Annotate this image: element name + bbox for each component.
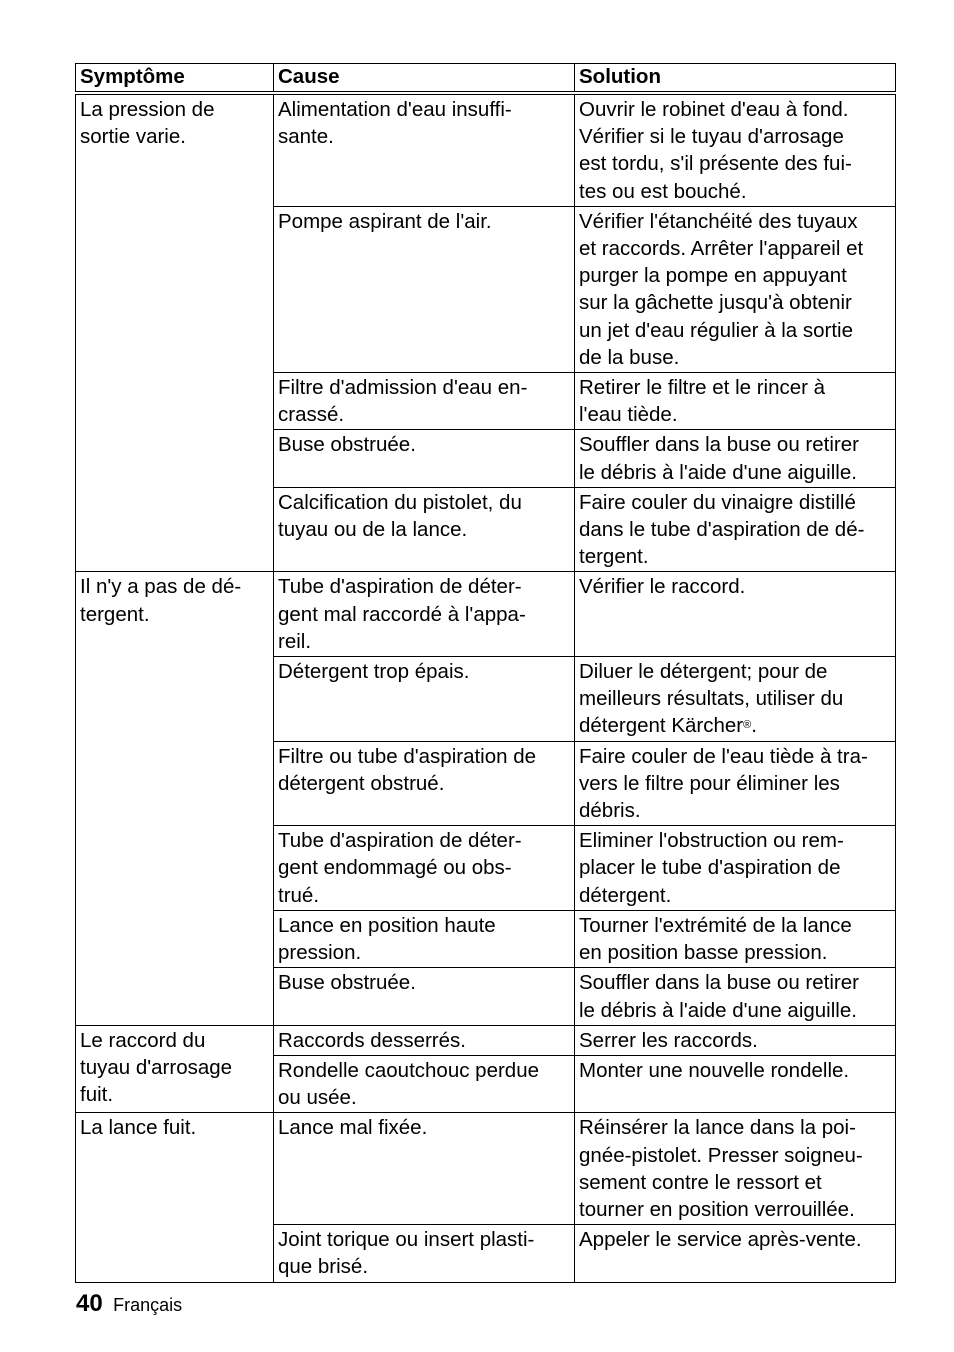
table-row xyxy=(76,1113,896,1225)
page-number: 40 xyxy=(76,1290,103,1317)
symptom-cell xyxy=(76,572,274,1025)
symptom-cell xyxy=(76,93,274,572)
cause-cell xyxy=(274,968,575,1025)
solution-cell xyxy=(575,572,896,657)
solution-cell xyxy=(575,826,896,911)
solution-text: Tourner l'extrémité de la lance en position basse pression. xyxy=(579,913,852,965)
cause-text: Buse obstruée. xyxy=(278,971,416,995)
cause-text: Filtre ou tube d'aspiration de détergent obstrué. xyxy=(278,744,537,795)
solution-text: Appeler le service après-vente. xyxy=(579,1228,862,1252)
solution-text: Vérifier le raccord. xyxy=(579,575,746,599)
cause-text: Joint torique ou insert plasti- que brisé. xyxy=(278,1228,535,1279)
solution-cell xyxy=(575,1055,896,1112)
solution-text: Souffler dans la buse ou retirer le débris à l'aide d'une aiguille. xyxy=(579,971,859,1022)
header-symptom: Symptôme xyxy=(76,64,274,94)
solution-text: Serrer les raccords. xyxy=(579,1028,758,1052)
table-row xyxy=(76,93,896,206)
cause-cell xyxy=(274,910,575,967)
cause-cell xyxy=(274,1113,575,1225)
solution-cell xyxy=(575,968,896,1025)
symptom-text: Le raccord du tuyau d'arrosage fuit. xyxy=(80,1028,233,1107)
cause-text: Filtre d'admission d'eau en- crassé. xyxy=(278,376,528,427)
solution-text-end: . xyxy=(751,714,757,738)
cause-cell xyxy=(274,93,575,206)
cause-text: Alimentation d'eau insuffi- sante. xyxy=(278,98,512,149)
cause-text: Buse obstruée. xyxy=(278,433,416,457)
solution-cell xyxy=(575,657,896,742)
cause-text: Lance en position haute pression. xyxy=(278,913,496,965)
cause-cell xyxy=(274,487,575,572)
solution-text: Eliminer l'obstruction ou rem- placer le tube d'aspiration de détergent. xyxy=(579,829,844,907)
header-cause: Cause xyxy=(274,64,575,94)
cause-cell xyxy=(274,373,575,430)
symptom-cell xyxy=(76,1113,274,1282)
table-row xyxy=(76,1025,896,1055)
cause-cell xyxy=(274,741,575,826)
solution-text: Vérifier l'étanchéité des tuyaux et raccords. Arrêter l'appareil et purger la pompe en appuyant sur la gâchette jusqu'à obtenir un jet d'eau régulier à la sortie de la buse. xyxy=(579,209,864,369)
solution-cell xyxy=(575,910,896,967)
solution-cell xyxy=(575,1113,896,1225)
cause-text: Rondelle caoutchouc perdue ou usée. xyxy=(278,1058,539,1110)
solution-text: Souffler dans la buse ou retirer le débris à l'aide d'une aiguille. xyxy=(579,433,859,484)
solution-cell xyxy=(575,1225,896,1282)
cause-text: Pompe aspirant de l'air. xyxy=(278,209,492,233)
solution-text: Réinsérer la lance dans la poi- gnée-pistolet. Presser soigneu- sement contre le ressort et tourner en position verrouillée. xyxy=(579,1116,863,1221)
symptom-text: La lance fuit. xyxy=(80,1116,197,1140)
cause-cell xyxy=(274,206,575,372)
troubleshooting-table xyxy=(75,63,896,1283)
solution-cell xyxy=(575,1025,896,1055)
cause-text: Calcification du pistolet, du tuyau ou de la lance. xyxy=(278,490,522,542)
cause-text: Raccords desserrés. xyxy=(278,1028,466,1052)
solution-cell xyxy=(575,93,896,206)
cause-cell xyxy=(274,1225,575,1282)
footer-language: Français xyxy=(113,1295,183,1315)
table-row xyxy=(76,572,896,657)
solution-text: Ouvrir le robinet d'eau à fond. Vérifier si le tuyau d'arrosage est tordu, s'il présente des fui- tes ou est bouché. xyxy=(579,98,852,203)
cause-cell xyxy=(274,572,575,657)
page-footer xyxy=(76,1290,182,1324)
solution-text: Faire couler du vinaigre distillé dans le tube d'aspiration de dé- tergent. xyxy=(579,490,865,569)
cause-cell xyxy=(274,657,575,742)
cause-cell xyxy=(274,1055,575,1112)
symptom-text: Il n'y a pas de dé- tergent. xyxy=(80,575,242,626)
solution-cell xyxy=(575,487,896,572)
solution-cell xyxy=(575,741,896,826)
cause-cell xyxy=(274,430,575,487)
header-solution: Solution xyxy=(575,64,896,94)
cause-text: Lance mal fixée. xyxy=(278,1116,428,1140)
table-body xyxy=(76,93,896,1282)
cause-text: Détergent trop épais. xyxy=(278,660,470,684)
solution-text: Diluer le détergent; pour de meilleurs résultats, utiliser du détergent Kärcher xyxy=(579,660,844,738)
registered-mark: ® xyxy=(743,719,752,732)
symptom-text: La pression de sortie varie. xyxy=(80,98,215,149)
cause-text: Tube d'aspiration de déter- gent endommagé ou obs- trué. xyxy=(278,829,522,907)
symptom-cell xyxy=(76,1025,274,1113)
cause-text: Tube d'aspiration de déter- gent mal raccordé à l'appa- reil. xyxy=(278,575,526,653)
solution-text: Faire couler de l'eau tiède à tra- vers le filtre pour éliminer les débris. xyxy=(579,744,868,823)
cause-cell xyxy=(274,826,575,911)
table-header-row xyxy=(76,64,896,94)
solution-cell xyxy=(575,430,896,487)
solution-cell xyxy=(575,206,896,372)
solution-cell xyxy=(575,373,896,430)
cause-cell xyxy=(274,1025,575,1055)
solution-text: Monter une nouvelle rondelle. xyxy=(579,1058,850,1082)
solution-text: Retirer le filtre et le rincer à l'eau tiède. xyxy=(579,376,826,427)
